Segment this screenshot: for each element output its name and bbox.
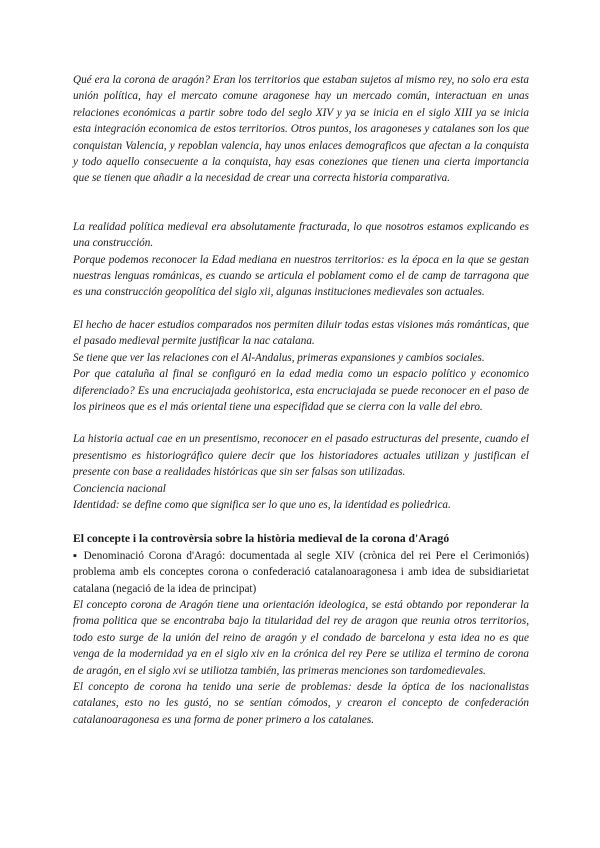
paragraph-national-conscience: Conciencia nacional (73, 482, 166, 495)
paragraph-catalonia-space: Por que cataluña al final se configuró en la edad media como un espacio político y economico diferenciado? Es una encruciajada geohistorica, esta encruciajada se puede reconocer en el paso de los pirineos que es el más oriental tiene una especifidad que se cierra con la valle del ebro. (73, 368, 529, 413)
paragraph-comparative-studies: El hecho de hacer estudios comparados nos permiten diluir todas estas visiones más románticas, que el pasado medieval permite justificar la nac catalana. (73, 318, 529, 348)
paragraph-corona-problems: El concepto de corona ha tenido una serie de problemas: desde la óptica de los nacionalistas catalanes, esto no les gustó, no se sentían cómodos, y crearon el concepto de confederación catalanoaragonesa es una forma de poner primero a los catalanes. (73, 681, 529, 726)
paragraph-identity: Identidad: se define como que significa ser lo que uno es, la identidad es poliedrica. (73, 498, 451, 511)
spacer (73, 415, 529, 431)
paragraph-presentism: La historia actual cae en un presentismo, reconocer en el pasado estructuras del presente, cuando el presentismo es historiográfico quiere decir que los historiadores actuales utilizan y justifican el presente con base a realidades históricas que sin ser falsas son utilizadas. (73, 433, 529, 479)
paragraph-intro: Qué era la corona de aragón? Eran los territorios que estaban sujetos al mismo rey, no solo era esta unión política, hay el mercato comune aragonese hay un mercado común, interactuan en unas relaciones económicas a partir sobre todo del seglo XIV y ya se inicia en el siglo XIII ya se inicia esta integración economica de estos territorios. Otros puntos, los aragoneses y catalanes son los que conquistan Valencia, y repoblan valencia, hay unos enlaces demograficos que afectan a la conquista y todo aquello consecuente a la conquista, hay esas coneziones que tienen una cierta importancia que se tienen que añadir a la necesidad de crear una correcta historia comparativa. (73, 74, 529, 185)
paragraph-political-reality: La realidad política medieval era absolutamente fracturada, lo que nosotros estamos explicando es una construcción. (73, 220, 529, 250)
spacer (73, 301, 529, 317)
section-heading: El concepte i la controvèrsia sobre la història medieval de la corona d'Aragó (73, 532, 450, 546)
spacer (73, 187, 529, 219)
document-page (73, 72, 529, 728)
paragraph-al-andalus: Se tiene que ver las relaciones con el Al-Andalus, primeras expansiones y cambios sociales. (73, 351, 485, 364)
paragraph-middle-ages: Porque podemos reconocer la Edad mediana en nuestros territorios: es la época en la que se gestan nuestras lenguas románicas, es cuando se articula el poblament como el de camp de tarragona que es una construcción geopolítica del siglo xii, algunas instituciones medievales son actuales. (73, 253, 529, 299)
spacer (73, 513, 529, 531)
paragraph-denomination: ▪ Denominació Corona d'Aragó: documentada al segle XIV (crònica del rei Pere el Cerimoniós) problema amb els conceptes corona o confederació catalanoaragonesa i amb idea de subsidiarietat catalana (negació de la idea de principat) (73, 549, 529, 595)
paragraph-corona-concept: El concepto corona de Aragón tiene una orientación ideologica, se está obtando por reponderar la froma politica que se encontraba bajo la titularidad del rey de aragon que reunia otros territorios, todo esto surge de la unión del reino de aragón y el condado de barcelona y esta idea no es que venga de la modernidad ya en el siglo xiv en la crónica del rey Pere se utiliza el termino de corona de aragón, en el siglo xvi se utiliotza también, las primeras menciones son tardomedievales. (73, 598, 529, 677)
